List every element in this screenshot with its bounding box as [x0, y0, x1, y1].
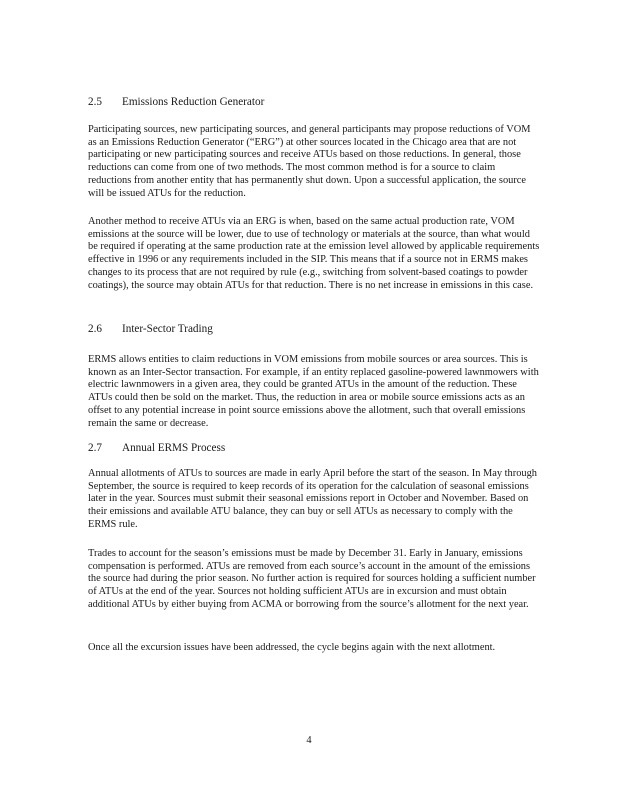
- page-number: 4: [306, 735, 312, 746]
- section-number: 2.7: [88, 442, 102, 454]
- section-2-5-paragraph-1: Participating sources, new participating sources, and general participants may propose reductions of VOM as an Emissions Reduction Generator (“ERG”) at other sources located in the Chicago area that are not participating or new participating sources and receive ATUs based on those reductions. In general, those reductions can come from one of two methods. The most common method is for a source to claim reductions from another entity that has permanently shut down. Upon a successful application, the source will be issued ATUs for the reduction.: [88, 124, 531, 199]
- section-number: 2.5: [88, 96, 102, 108]
- section-title: Inter-Sector Trading: [122, 323, 213, 335]
- section-2-5-paragraph-2: Another method to receive ATUs via an ERG is when, based on the same actual production rate, VOM emissions at the source will be lower, due to use of technology or materials at the source, than what would be required if operating at the same production rate at the emission level allowed by applicable requirements effective in 1996 or any requirements included in the SIP. This means that if a source not in ERMS makes changes to its process that are not required by rule (e.g., switching from solvent-based coatings to powder coatings), the source may obtain ATUs for that reduction. There is no net increase in emissions in this case.: [88, 216, 540, 291]
- section-2-6-paragraph-1: ERMS allows entities to claim reductions in VOM emissions from mobile sources or area sources. This is known as an Inter-Sector transaction. For example, if an entity replaced gasoline-powered lawnmowers with electric lawnmowers in a given area, they could be granted ATUs in the amount of the reduction. These ATUs could then be sold on the market. Thus, the reduction in area or mobile source emissions acts as an offset to any potential increase in point source emissions above the allotment, such that overall emissions remain the same or decrease.: [88, 354, 539, 429]
- section-2-7-paragraph-2: Trades to account for the season’s emissions must be made by December 31. Early in January, emissions compensation is performed. ATUs are removed from each source’s account in the amount of the emissions the source had during the prior season. No further action is required for sources holding a sufficient number of ATUs at the end of the year. Sources not holding sufficient ATUs are in excursion and must obtain additional ATUs by either buying from ACMA or borrowing from the source’s allotment for the next year.: [88, 548, 536, 610]
- section-heading-2-6: [88, 323, 213, 336]
- section-2-7-paragraph-1: Annual allotments of ATUs to sources are made in early April before the start of the season. In May through September, the source is required to keep records of its operation for the calculation of seasonal emissions later in the year. Sources must submit their seasonal emissions report in October and November. Based on their emissions and available ATU balance, they can buy or sell ATUs as necessary to comply with the ERMS rule.: [88, 468, 537, 530]
- section-title: Annual ERMS Process: [122, 442, 226, 454]
- section-heading-2-5: [88, 96, 264, 109]
- section-heading-2-7: [88, 442, 225, 455]
- section-2-7-paragraph-3: Once all the excursion issues have been addressed, the cycle begins again with the next allotment.: [88, 642, 496, 653]
- section-number: 2.6: [88, 323, 102, 335]
- section-title: Emissions Reduction Generator: [122, 96, 265, 108]
